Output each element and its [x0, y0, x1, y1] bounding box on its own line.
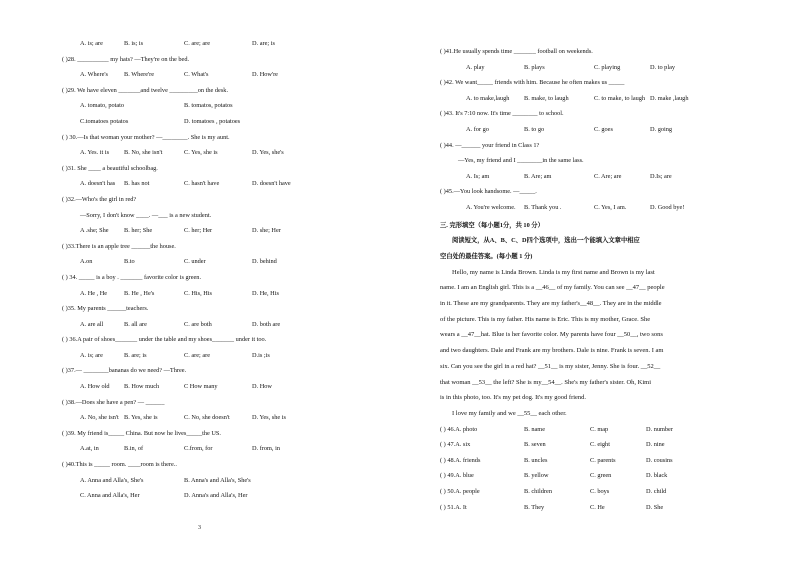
- option: B. How much: [124, 383, 160, 391]
- option: C. His, His: [184, 289, 212, 297]
- question-line: [440, 106, 760, 122]
- option: D. she; Her: [252, 227, 281, 235]
- option: D. doesn't have: [252, 180, 291, 188]
- choice-row: [440, 453, 760, 469]
- option: D. child: [646, 488, 667, 496]
- question-text: ( )35. My parents ______teachers.: [62, 305, 149, 313]
- option: A. Yes. it is: [80, 149, 110, 157]
- option: B. Thank you .: [524, 203, 562, 211]
- question-line: [440, 91, 760, 107]
- option: D. going: [650, 125, 673, 133]
- option: D. are; is: [252, 40, 275, 47]
- question-line: [62, 67, 392, 83]
- option: C How many: [184, 383, 218, 391]
- option: C. Yes, she is: [184, 149, 218, 157]
- option: C. boys: [590, 488, 610, 496]
- option: B. No, she isn't: [124, 149, 163, 157]
- question-text: ( )33.There is an apple tree ______the house.: [62, 242, 176, 250]
- question-text: ( )42. We want_____ friends with him. Because he often makes us _____: [440, 79, 625, 87]
- option: A. Where's: [80, 71, 108, 79]
- option: B. to go: [524, 125, 545, 133]
- option: D. make ,laugh: [650, 94, 689, 102]
- option: B. make, to laugh: [524, 94, 569, 102]
- left-column: [62, 36, 392, 504]
- option: C. are; are: [184, 40, 211, 47]
- instruction-line: 阅读短文，从A、B、C、D四个选项中，选出一个能填入文章中相应: [452, 237, 640, 245]
- question-text: ( )44. —______ your friend in Class 1?: [440, 141, 540, 149]
- option: D. tomatoes , potatoes: [184, 117, 241, 125]
- option: B.in, of: [124, 445, 144, 453]
- passage-line: is in this photo, too. It's my pet dog. It's my good friend.: [440, 394, 587, 402]
- option: D. She: [646, 503, 664, 511]
- question-line: [62, 473, 392, 489]
- option: C. green: [590, 472, 612, 480]
- question-text: ( )28. __________ my hats? —They're on the bed.: [62, 55, 190, 63]
- right-column: [440, 44, 760, 515]
- option: D. Anna's and Alla's, Her: [184, 492, 248, 500]
- option: B. Are; am: [524, 172, 552, 180]
- option: B. her; She: [124, 227, 153, 235]
- option: A. is; are: [80, 40, 103, 47]
- option: B. tomatos, potatos: [184, 102, 233, 110]
- choice-row: [440, 422, 760, 438]
- choice-number: ( ) 50.A. people: [440, 488, 480, 496]
- question-text: ( )40.This is _____ room. ____room is there..: [62, 461, 177, 469]
- option: B. Yes, she is: [124, 414, 158, 422]
- question-text: ( )29. We have eleven _______and twelve _________on the desk.: [62, 86, 229, 94]
- option: D.is ;is: [252, 351, 270, 359]
- question-line: [62, 83, 392, 99]
- option: A.at, in: [80, 445, 99, 453]
- option: D. both are: [252, 320, 281, 328]
- option: B. all are: [124, 320, 147, 328]
- question-line: [440, 153, 760, 169]
- option: B. uncles: [524, 456, 548, 464]
- question-line: [62, 192, 392, 208]
- passage-line: of the picture. This is my father. His name is Eric. This is my mother, Grace. She: [440, 315, 651, 323]
- passage-line: wears a __47__hat. Blue is her favorite color. My parents have four __50__, two sons: [440, 331, 663, 339]
- option: C. Anna and Alla's, Her: [80, 492, 140, 500]
- option: A. are all: [80, 320, 104, 328]
- option: C. her; Her: [184, 227, 213, 235]
- option: D. Yes, she is: [252, 414, 286, 422]
- option: C. under: [184, 258, 206, 266]
- question-line: [440, 60, 760, 76]
- option: D. number: [646, 425, 673, 433]
- question-line: [62, 363, 392, 379]
- passage-line: that woman __53__ the left? She is my__54__. She's my father's sister. Oh, Kimi: [440, 378, 652, 386]
- question-text: ( )38.—Does she have a pen? — ______: [62, 398, 165, 406]
- option: D. nine: [646, 441, 665, 449]
- option: C. He: [590, 503, 605, 511]
- question-text: ( )45.—You look handsome. —_____.: [440, 188, 537, 196]
- option: D.Is; are: [650, 172, 672, 180]
- option: D. He, His: [252, 289, 279, 297]
- question-line: [62, 488, 392, 504]
- question-line: [62, 98, 392, 114]
- option: B. is; is: [124, 40, 144, 47]
- option: B. They: [524, 503, 545, 511]
- question-text: ( )32.—Who's the girl in red?: [62, 195, 137, 203]
- option: B. plays: [524, 63, 545, 71]
- section-title: 三. 完形填空（每小题1分，共 10 分）: [440, 221, 544, 229]
- option: C. parents: [590, 456, 616, 464]
- choice-row: [440, 468, 760, 484]
- option: C. What's: [184, 71, 209, 79]
- passage-line: Hello, my name is Linda Brown. Linda is my first name and Brown is my last: [452, 268, 655, 276]
- option: B. yellow: [524, 472, 549, 480]
- page-number: 3: [198, 525, 201, 531]
- question-line: [62, 223, 392, 239]
- option: B. are; is: [124, 351, 147, 359]
- choice-row: [440, 500, 760, 516]
- question-line: [62, 161, 392, 177]
- option: C. playing: [594, 63, 621, 71]
- question-line: [62, 441, 392, 457]
- question-line: [62, 332, 392, 348]
- option: D. behind: [252, 258, 277, 266]
- question-line: [440, 44, 760, 60]
- choice-number: ( ) 46.A. photo: [440, 425, 478, 433]
- option: A. to make,laugh: [466, 94, 510, 102]
- option: D. Yes, she's: [252, 149, 284, 157]
- passage-line: I love my family and we __55__ each other.: [452, 409, 567, 417]
- question-line: [440, 200, 760, 216]
- option: D. cousins: [646, 456, 673, 464]
- option: A. You're welcome.: [466, 203, 516, 211]
- question-text: ( )39. My friend is_____ China. But now he lives_____the US.: [62, 429, 221, 437]
- choice-number: ( ) 51.A. It: [440, 503, 467, 511]
- option: D. to play: [650, 63, 676, 71]
- option: A. Anna and Alla's, She's: [80, 476, 144, 484]
- option: B. Where're: [124, 71, 155, 79]
- option: B. has not: [124, 180, 150, 188]
- question-line: [440, 184, 760, 200]
- question-line: [62, 208, 392, 224]
- question-line: [62, 410, 392, 426]
- instruction-line: 空白处的最佳答案。(每小题 1 分): [440, 252, 533, 260]
- question-line: [62, 379, 392, 395]
- option: C. are; are: [184, 351, 211, 359]
- choice-row: [440, 437, 760, 453]
- option: B. Anna's and Alla's, She's: [184, 476, 251, 484]
- option: A. tomato, potato: [80, 102, 125, 110]
- question-line: [62, 457, 392, 473]
- passage-line: name. I am an English girl. This is a __46__ of my family. You can see __47__ people: [440, 284, 665, 292]
- option: B. seven: [524, 441, 546, 449]
- question-text: ( )41.He usually spends time _______ football on weekends.: [440, 48, 593, 55]
- option: D. from, in: [252, 445, 280, 453]
- option: C. are both: [184, 320, 212, 328]
- question-line: [62, 301, 392, 317]
- question-line: [440, 169, 760, 185]
- question-line: [440, 75, 760, 91]
- option: C. Are; are: [594, 172, 622, 180]
- choice-number: ( ) 48.A. friends: [440, 456, 481, 464]
- option: A. How old: [80, 383, 110, 391]
- option: A. play: [466, 63, 485, 71]
- choice-number: ( ) 47.A. six: [440, 441, 471, 449]
- option: C. eight: [590, 441, 610, 449]
- option: A. is; are: [80, 351, 103, 359]
- option: D. Good bye!: [650, 203, 685, 211]
- question-line: [62, 270, 392, 286]
- question-line: [62, 395, 392, 411]
- question-line: [62, 130, 392, 146]
- option: D. black: [646, 472, 668, 480]
- question-line: [62, 52, 392, 68]
- option: C. No, she doesn't: [184, 414, 230, 422]
- option: A. for go: [466, 125, 489, 133]
- question-line: [62, 145, 392, 161]
- passage-line: six. Can you see the girl in a red hat? __51__ is my sister, Jenny. She is four. __52__: [440, 362, 661, 370]
- passage-line: in it. These are my grandparents. They are my father's__48__. They are in the middle: [440, 300, 662, 308]
- question-line: [62, 36, 392, 52]
- option: A. Is; am: [466, 172, 490, 180]
- option: C. Yes, I am.: [594, 203, 627, 211]
- question-line: [62, 254, 392, 270]
- option: D. How're: [252, 71, 278, 79]
- option: D. How: [252, 383, 272, 391]
- question-line: [62, 348, 392, 364]
- question-text: ( )43. It's 7:10 now. It's time ________ to school.: [440, 110, 564, 118]
- question-line: [62, 426, 392, 442]
- option: C. to make, to laugh: [594, 94, 646, 102]
- question-line: [62, 176, 392, 192]
- question-line: [440, 138, 760, 154]
- option: B. children: [524, 488, 552, 496]
- option: C. goes: [594, 125, 613, 133]
- option: C.from, for: [184, 445, 213, 453]
- option: B. He , He's: [124, 289, 155, 297]
- question-text: ( )31. She ____ a beautiful schoolbag.: [62, 164, 158, 172]
- option: A .she; She: [80, 227, 109, 235]
- question-line: [62, 286, 392, 302]
- question-line: [440, 122, 760, 138]
- question-line: [62, 317, 392, 333]
- question-text: ( ) 36.A pair of shoes_______ under the table and my shoes_______ under it too.: [62, 336, 267, 344]
- option: B. name: [524, 425, 545, 433]
- question-text: ( ) 30.—Is that woman your mother? —________. She is my aunt.: [62, 133, 230, 141]
- question-text: ( )37.— ________bananas do we need? —Three.: [62, 367, 187, 375]
- question-text: —Sorry, I don't know ____. —___ is a new student.: [80, 211, 212, 219]
- question-line: [62, 239, 392, 255]
- option: B.to: [124, 258, 135, 266]
- question-line: [62, 114, 392, 130]
- choice-row: [440, 484, 760, 500]
- passage-line: and two daughters. Dale and Frank are my brothers. Dale is nine. Frank is seven. I am: [440, 347, 664, 355]
- question-text: —Yes, my friend and I ________in the same lass.: [458, 157, 584, 165]
- option: A. He , He: [80, 289, 108, 297]
- question-text: ( ) 34. _____ is a boy . _______ favorite color is green.: [62, 273, 202, 281]
- option: A. doesn't has: [80, 180, 116, 188]
- option: C. map: [590, 425, 609, 433]
- option: A.on: [80, 258, 93, 266]
- option: A. No, she isn't: [80, 414, 119, 422]
- choice-number: ( ) 49.A. blue: [440, 472, 474, 480]
- option: C.tomatoes potatos: [80, 117, 129, 125]
- option: C. hasn't have: [184, 180, 220, 188]
